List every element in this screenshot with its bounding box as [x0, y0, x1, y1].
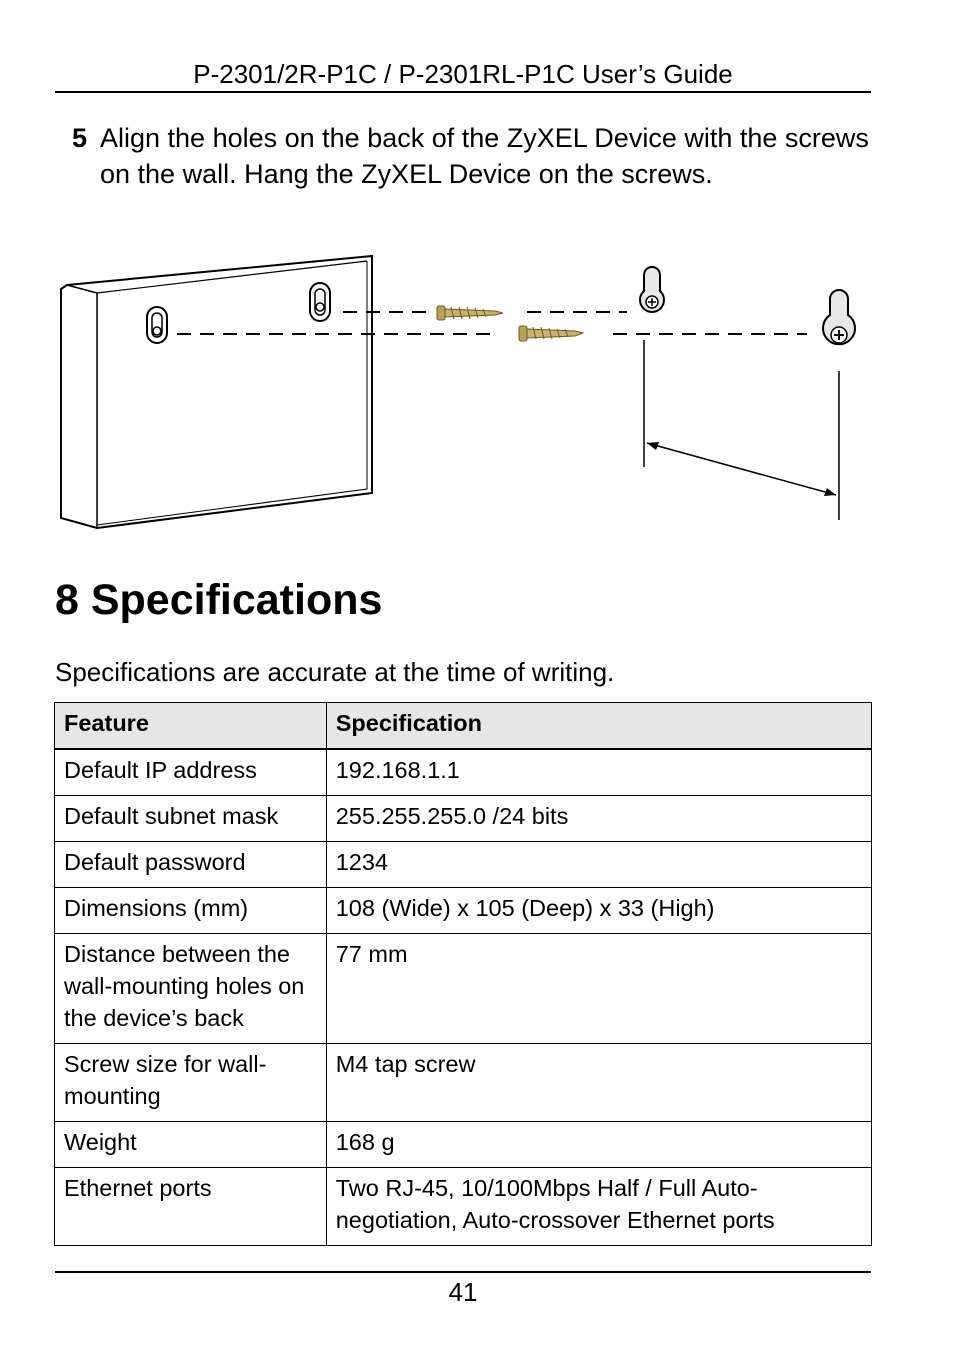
feature-cell: Default subnet mask [55, 796, 327, 842]
wall-anchor-icon [823, 290, 855, 344]
spec-cell: M4 tap screw [326, 1044, 871, 1122]
step-text: Align the holes on the back of the ZyXEL Device with the screws on the wall. Hang the ZyXEL Device on the screws. [100, 123, 869, 189]
header-rule [55, 91, 871, 93]
footer-rule [55, 1271, 871, 1273]
feature-cell: Screw size for wall-mounting [55, 1044, 327, 1122]
table-row [55, 796, 872, 842]
device-back-panel [61, 256, 372, 528]
page-number: 41 [448, 1277, 478, 1307]
feature-cell: Distance between the wall-mounting holes on the device’s back [55, 934, 327, 1044]
wall-mount-illustration [55, 243, 865, 533]
spec-cell: 168 g [326, 1122, 871, 1168]
feature-cell: Default password [55, 842, 327, 888]
feature-cell: Weight [55, 1122, 327, 1168]
section-title: 8 Specifications [55, 576, 383, 624]
wall-anchor-icon [640, 267, 664, 312]
keyhole-icon [147, 307, 167, 343]
table-row [55, 888, 872, 934]
table-header-row [55, 703, 872, 750]
table-row [55, 842, 872, 888]
spec-cell: 108 (Wide) x 105 (Deep) x 33 (High) [326, 888, 871, 934]
table-row [55, 934, 872, 1044]
table-row [55, 1168, 872, 1246]
step-number: 5 [72, 123, 88, 153]
table-row [55, 1044, 872, 1122]
feature-cell: Ethernet ports [55, 1168, 327, 1246]
spec-cell: 1234 [326, 842, 871, 888]
spec-cell: 192.168.1.1 [326, 749, 871, 796]
feature-cell: Default IP address [55, 749, 327, 796]
screw-icon [437, 306, 503, 320]
screw-icon [519, 326, 583, 341]
keyhole-icon [310, 283, 330, 321]
table-row [55, 1122, 872, 1168]
spec-cell: 255.255.255.0 /24 bits [326, 796, 871, 842]
header-specification: Specification [326, 703, 871, 750]
specifications-table [54, 702, 872, 1246]
feature-cell: Dimensions (mm) [55, 888, 327, 934]
spec-cell: Two RJ-45, 10/100Mbps Half / Full Auto-negotiation, Auto-crossover Ethernet ports [326, 1168, 871, 1246]
section-intro: Specifications are accurate at the time of writing. [55, 657, 615, 687]
running-header: P-2301/2R-P1C / P-2301RL-P1C User’s Guide [193, 59, 733, 89]
spec-cell: 77 mm [326, 934, 871, 1044]
table-row [55, 749, 872, 796]
header-feature: Feature [55, 703, 327, 750]
